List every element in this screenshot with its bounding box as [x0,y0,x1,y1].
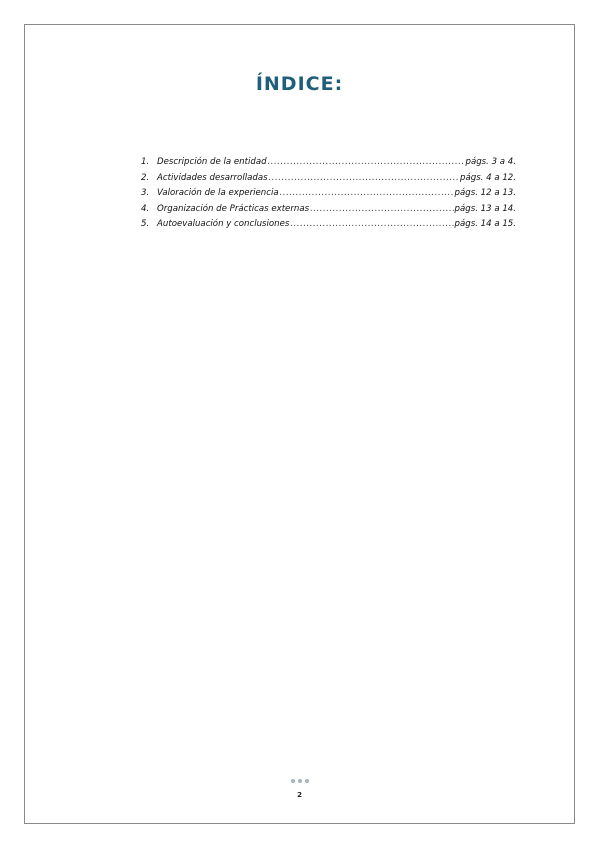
toc-entry-label: Organización de Prácticas externas [157,203,310,214]
toc-entry-label: Valoración de la experiencia [157,188,279,198]
table-of-contents [141,157,516,235]
toc-entry-pages: págs. 14 a 15. [454,219,516,229]
dot-icon [305,779,309,783]
toc-leader-dots [268,157,465,167]
toc-entry[interactable] [141,188,516,204]
toc-leader-dots [310,204,453,214]
toc-entry-number: 1. [141,157,150,167]
toc-leader-dots [280,188,454,198]
toc-entry-pages: págs. 4 a 12. [460,172,516,183]
toc-entry-number: 2. [141,172,150,183]
toc-entry-number: 4. [141,203,150,214]
page-number: 2 [297,791,302,799]
toc-entry[interactable] [141,204,516,220]
toc-entry-pages: págs. 13 a 14. [454,203,516,214]
dot-icon [298,779,302,783]
toc-entry-number: 3. [141,188,150,198]
page-title: ÍNDICE: [255,73,344,95]
toc-entry-label: Autoevaluación y conclusiones [157,219,290,229]
toc-entry-pages: págs. 12 a 13. [454,188,516,198]
toc-entry[interactable] [141,173,516,189]
toc-entry[interactable] [141,219,516,235]
three-dots-icon [0,779,599,783]
toc-entry[interactable] [141,157,516,173]
toc-entry-pages: págs. 3 a 4. [465,157,516,167]
dot-icon [291,779,295,783]
toc-entry-label: Descripción de la entidad [157,157,267,167]
toc-entry-label: Actividades desarrolladas [157,172,268,183]
toc-leader-dots [269,173,459,183]
toc-entry-number: 5. [141,219,150,229]
page-border-frame [24,24,575,824]
toc-leader-dots [290,219,453,229]
